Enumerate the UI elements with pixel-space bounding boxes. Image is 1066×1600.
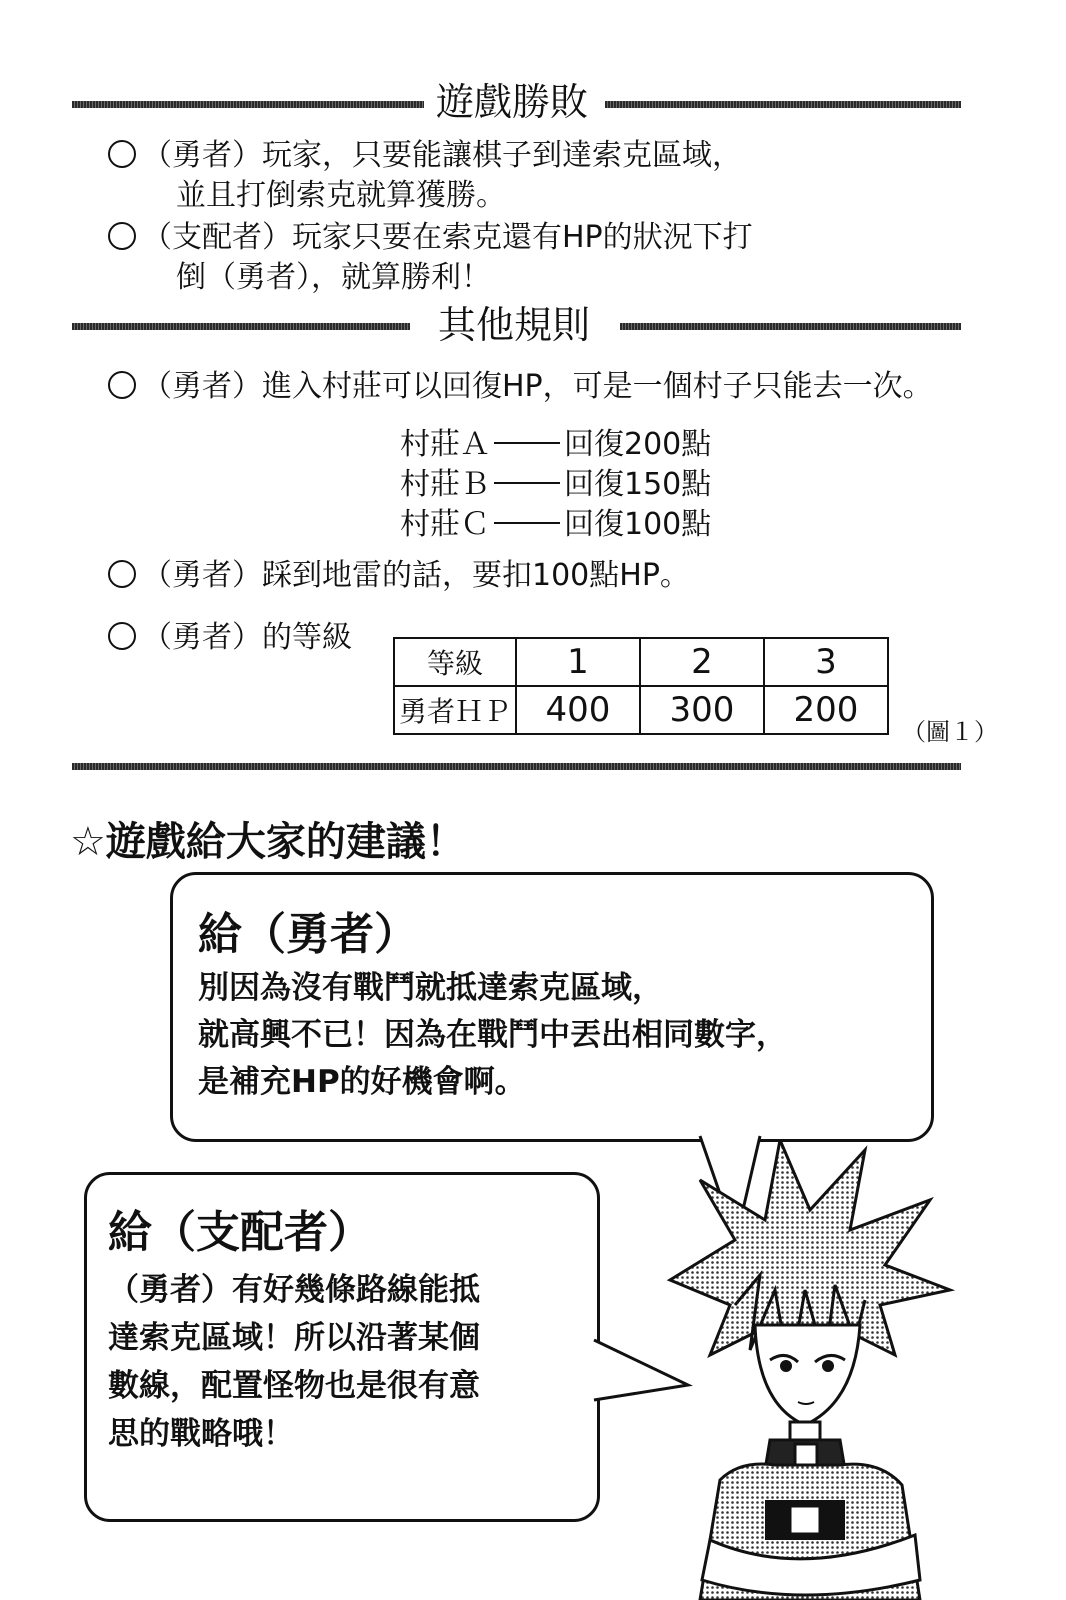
victory-rule-1-line2: 並且打倒索克就算獲勝。 <box>176 178 506 213</box>
section-title-victory: 遊戲勝敗 <box>436 80 589 124</box>
victory-rule-2 <box>108 218 753 258</box>
level-rule <box>108 618 352 658</box>
collar-buckle <box>795 1444 817 1466</box>
left-pupil <box>780 1360 792 1372</box>
hero-advice-title: 給（勇者） <box>198 909 418 960</box>
belt-buckle <box>790 1506 820 1534</box>
victory-rule-2-line2: 倒（勇者），就算勝利！ <box>176 260 491 295</box>
mine-rule <box>108 556 690 596</box>
section-rule-right <box>620 323 961 330</box>
village-row-c <box>400 505 711 545</box>
bullet-circle-icon <box>108 371 136 399</box>
face <box>755 1325 860 1425</box>
figure-caption: （圖１） <box>902 718 998 746</box>
village-effect: 回復150點 <box>564 467 712 502</box>
village-name: 村莊Ｃ <box>400 507 490 542</box>
level-cell: 3 <box>764 638 888 686</box>
advice-title: ☆遊戲給大家的建議！ <box>70 819 466 865</box>
hp-cell: 300 <box>640 686 764 734</box>
ruler-advice-line: （勇者）有好幾條路線能抵 <box>108 1272 480 1308</box>
hp-cell: 200 <box>764 686 888 734</box>
section-title-other-rules: 其他規則 <box>438 303 591 347</box>
ruler-advice-line: 達索克區域！所以沿著某個 <box>108 1320 480 1356</box>
bullet-circle-icon <box>108 560 136 588</box>
level-rule-text: （勇者）的等級 <box>142 620 352 655</box>
hp-header-cell: 勇者ＨＰ <box>394 686 516 734</box>
dash-line <box>494 482 560 484</box>
village-row-b <box>400 465 711 505</box>
hero-advice-line: 別因為沒有戰鬥就抵達索克區域， <box>198 970 663 1006</box>
ruler-advice-line: 數線，配置怪物也是很有意 <box>108 1368 480 1404</box>
divider-rule <box>72 763 961 770</box>
level-header-cell: 等級 <box>394 638 516 686</box>
bullet-circle-icon <box>108 222 136 250</box>
section-rule-left <box>72 323 410 330</box>
village-name: 村莊Ａ <box>400 427 490 462</box>
level-cell: 2 <box>640 638 764 686</box>
dash-line <box>494 442 560 444</box>
village-rule <box>108 367 933 407</box>
village-effect: 回復100點 <box>564 507 712 542</box>
ruler-advice-line: 思的戰略哦！ <box>108 1416 294 1452</box>
ruler-advice-title: 給（支配者） <box>108 1207 372 1258</box>
bullet-circle-icon <box>108 622 136 650</box>
hero-advice-line: 就高興不已！因為在戰鬥中丟出相同數字， <box>198 1017 787 1053</box>
character-illustration <box>640 1140 960 1600</box>
section-rule-right <box>605 101 961 108</box>
village-row-a <box>400 425 711 465</box>
mine-rule-text: （勇者）踩到地雷的話，要扣100點HP。 <box>142 558 690 593</box>
table-row <box>394 686 888 734</box>
village-rule-text: （勇者）進入村莊可以回復HP，可是一個村子只能去一次。 <box>142 369 933 404</box>
hero-advice-line: 是補充HP的好機會啊。 <box>198 1064 526 1100</box>
victory-rule-2-line1: （支配者）玩家只要在索克還有HP的狀況下打 <box>142 220 753 255</box>
victory-rule-1 <box>108 136 742 176</box>
level-cell: 1 <box>516 638 640 686</box>
dash-line <box>494 522 560 524</box>
village-name: 村莊Ｂ <box>400 467 490 502</box>
level-table <box>393 637 889 735</box>
bullet-circle-icon <box>108 140 136 168</box>
table-row <box>394 638 888 686</box>
village-effect: 回復200點 <box>564 427 712 462</box>
victory-rule-1-line1: （勇者）玩家，只要能讓棋子到達索克區域， <box>142 138 742 173</box>
section-rule-left <box>72 101 424 108</box>
hp-cell: 400 <box>516 686 640 734</box>
right-pupil <box>822 1360 834 1372</box>
